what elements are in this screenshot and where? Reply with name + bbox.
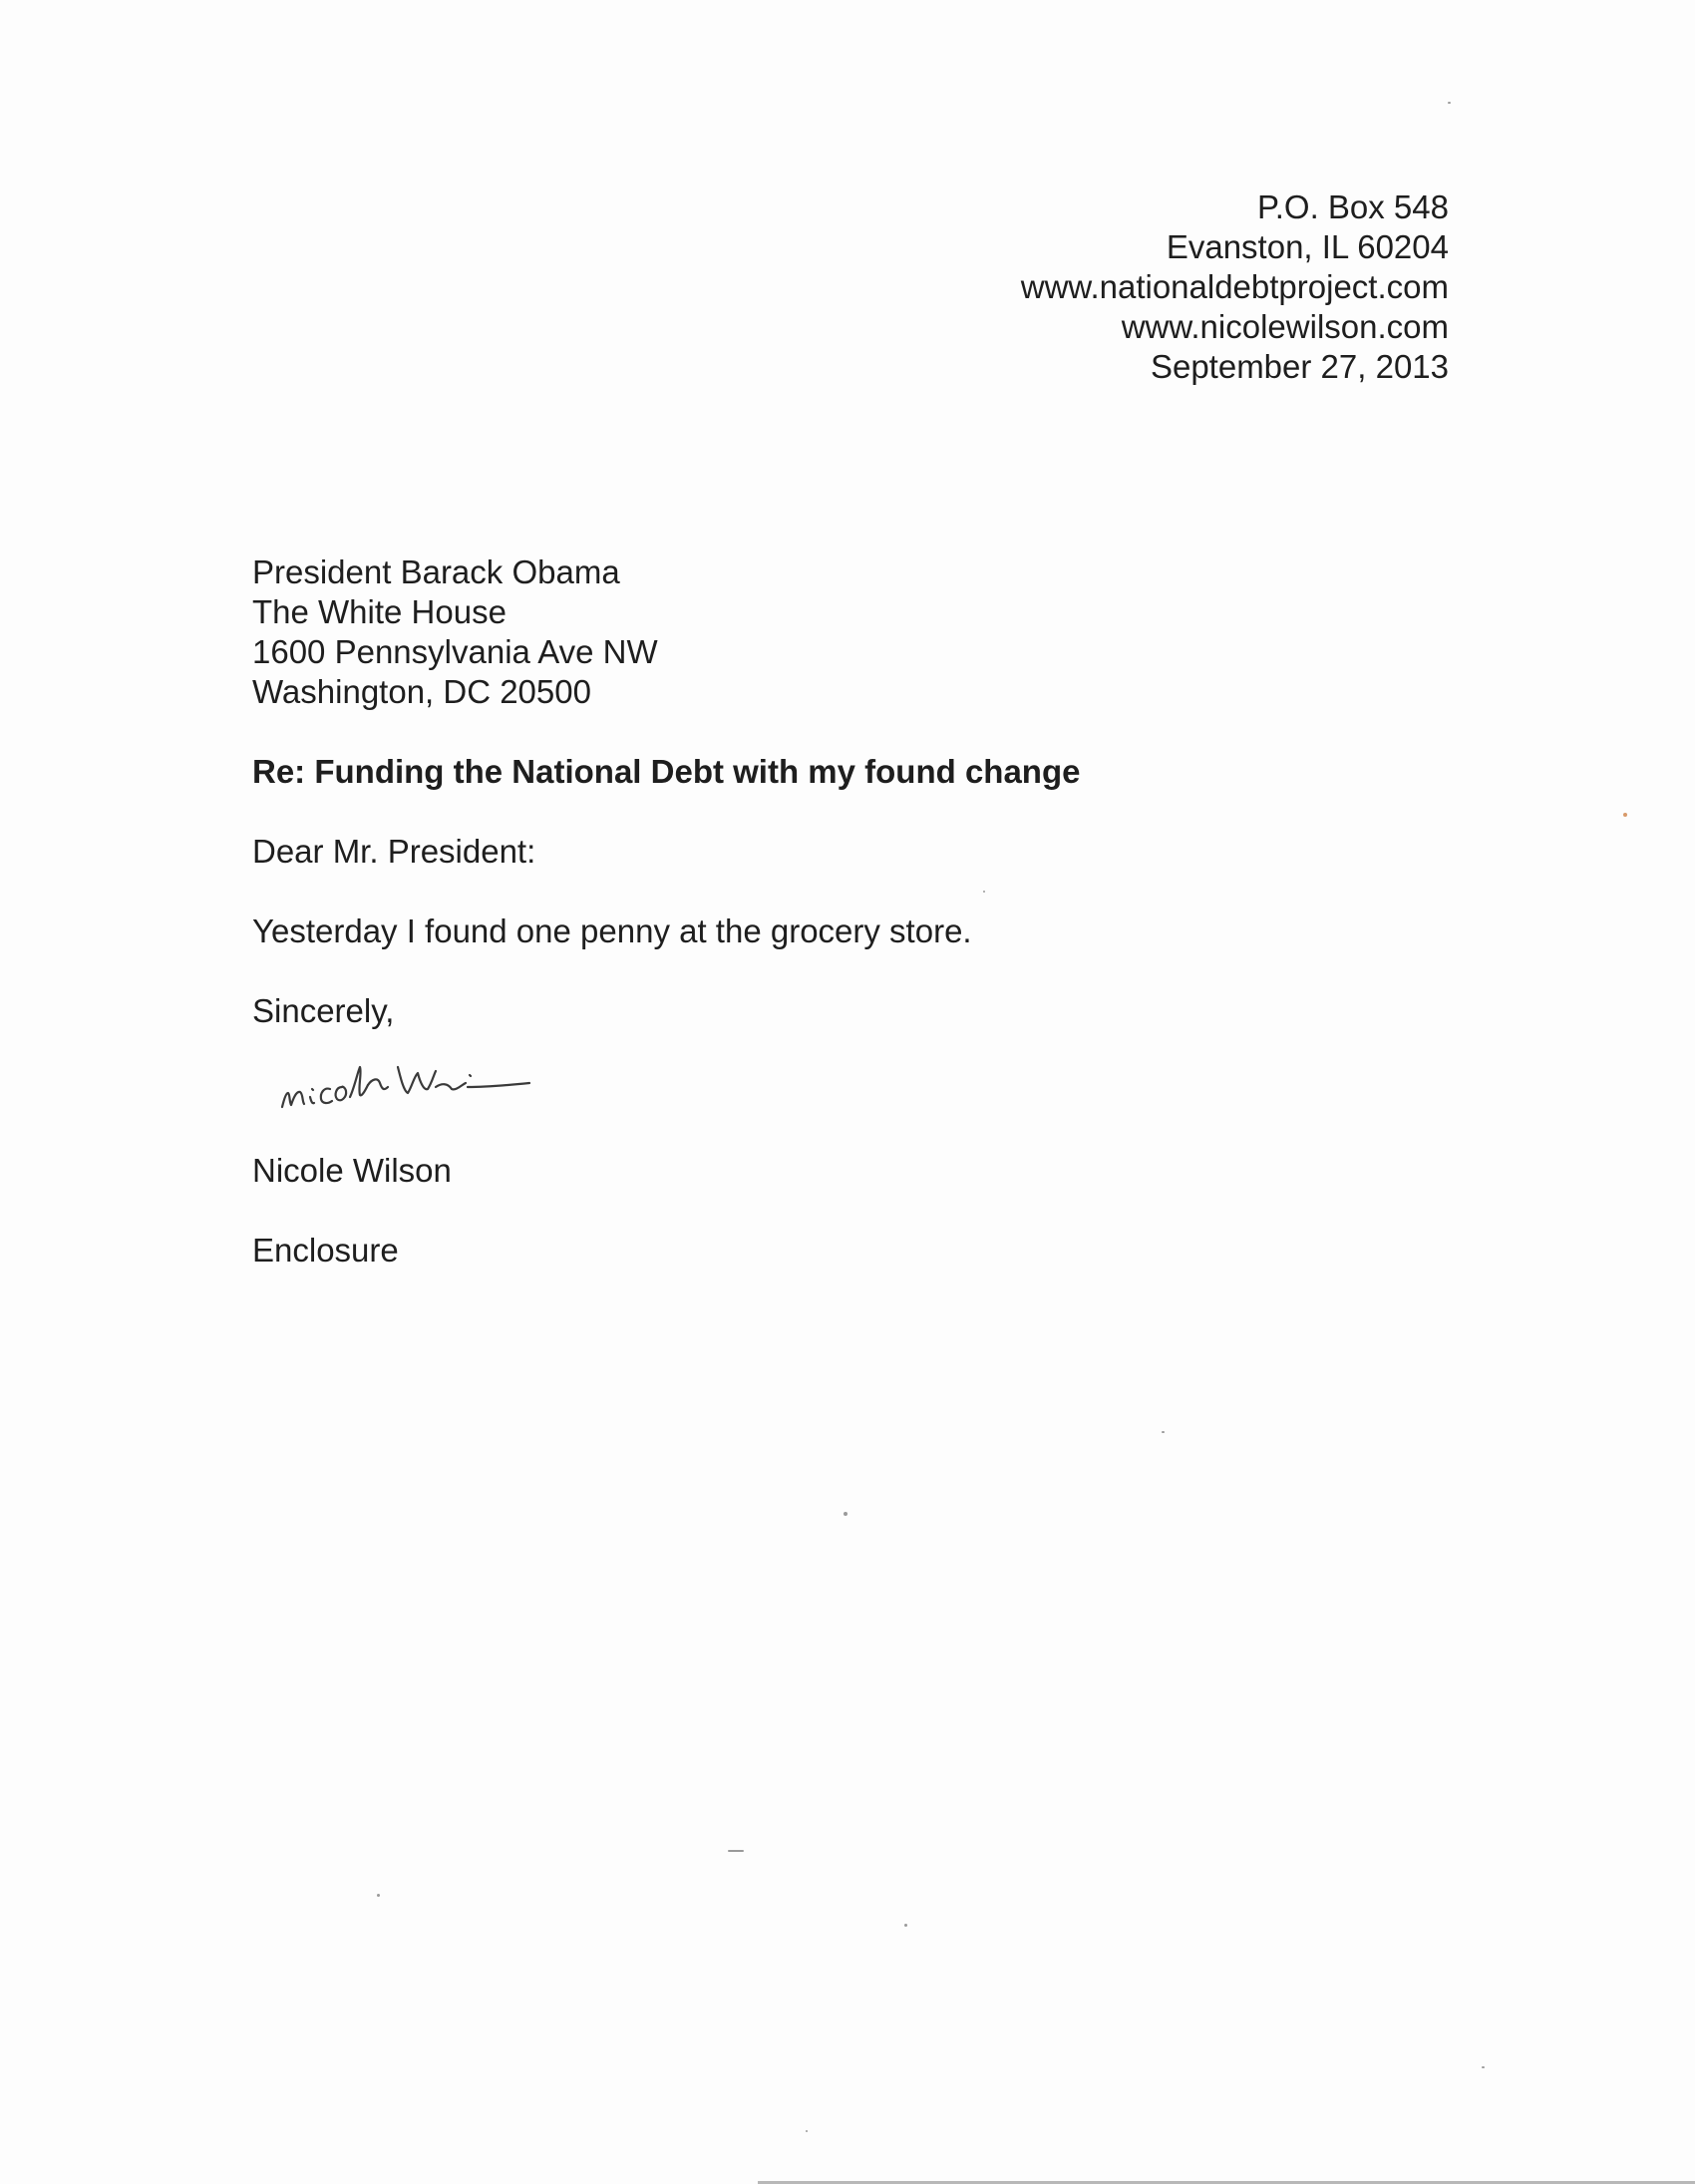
closing: Sincerely, xyxy=(252,992,395,1029)
sender-po-box: P.O. Box 548 xyxy=(1256,188,1449,225)
signer-name: Nicole Wilson xyxy=(252,1152,452,1189)
scan-speck xyxy=(1623,813,1627,817)
salutation: Dear Mr. President: xyxy=(252,833,536,870)
subject-line: Re: Funding the National Debt with my found change xyxy=(252,753,1081,790)
recipient-street: 1600 Pennsylvania Ave NW xyxy=(252,633,658,670)
scan-speck xyxy=(377,1894,380,1897)
scan-speck xyxy=(1482,2066,1485,2068)
sender-website-1: www.nationaldebtproject.com xyxy=(1020,268,1449,305)
scan-speck xyxy=(728,1850,744,1852)
sender-city-state-zip: Evanston, IL 60204 xyxy=(1166,228,1449,265)
recipient-organization: The White House xyxy=(252,593,507,630)
recipient-city-state-zip: Washington, DC 20500 xyxy=(252,673,591,710)
enclosure-note: Enclosure xyxy=(252,1232,399,1269)
scan-speck xyxy=(904,1924,907,1927)
sender-website-2: www.nicolewilson.com xyxy=(1121,308,1449,345)
recipient-address-block xyxy=(252,552,658,712)
letter-date: September 27, 2013 xyxy=(1150,348,1449,385)
letter-body: Yesterday I found one penny at the grocery store. xyxy=(252,912,972,949)
scan-speck xyxy=(1448,102,1451,104)
handwritten-signature xyxy=(274,1049,623,1139)
recipient-name: President Barack Obama xyxy=(252,553,620,590)
scan-speck xyxy=(806,2130,808,2132)
scan-speck xyxy=(844,1512,848,1516)
scan-speck xyxy=(983,891,985,893)
sender-address-block xyxy=(1021,187,1449,387)
scan-speck xyxy=(1162,1431,1165,1433)
